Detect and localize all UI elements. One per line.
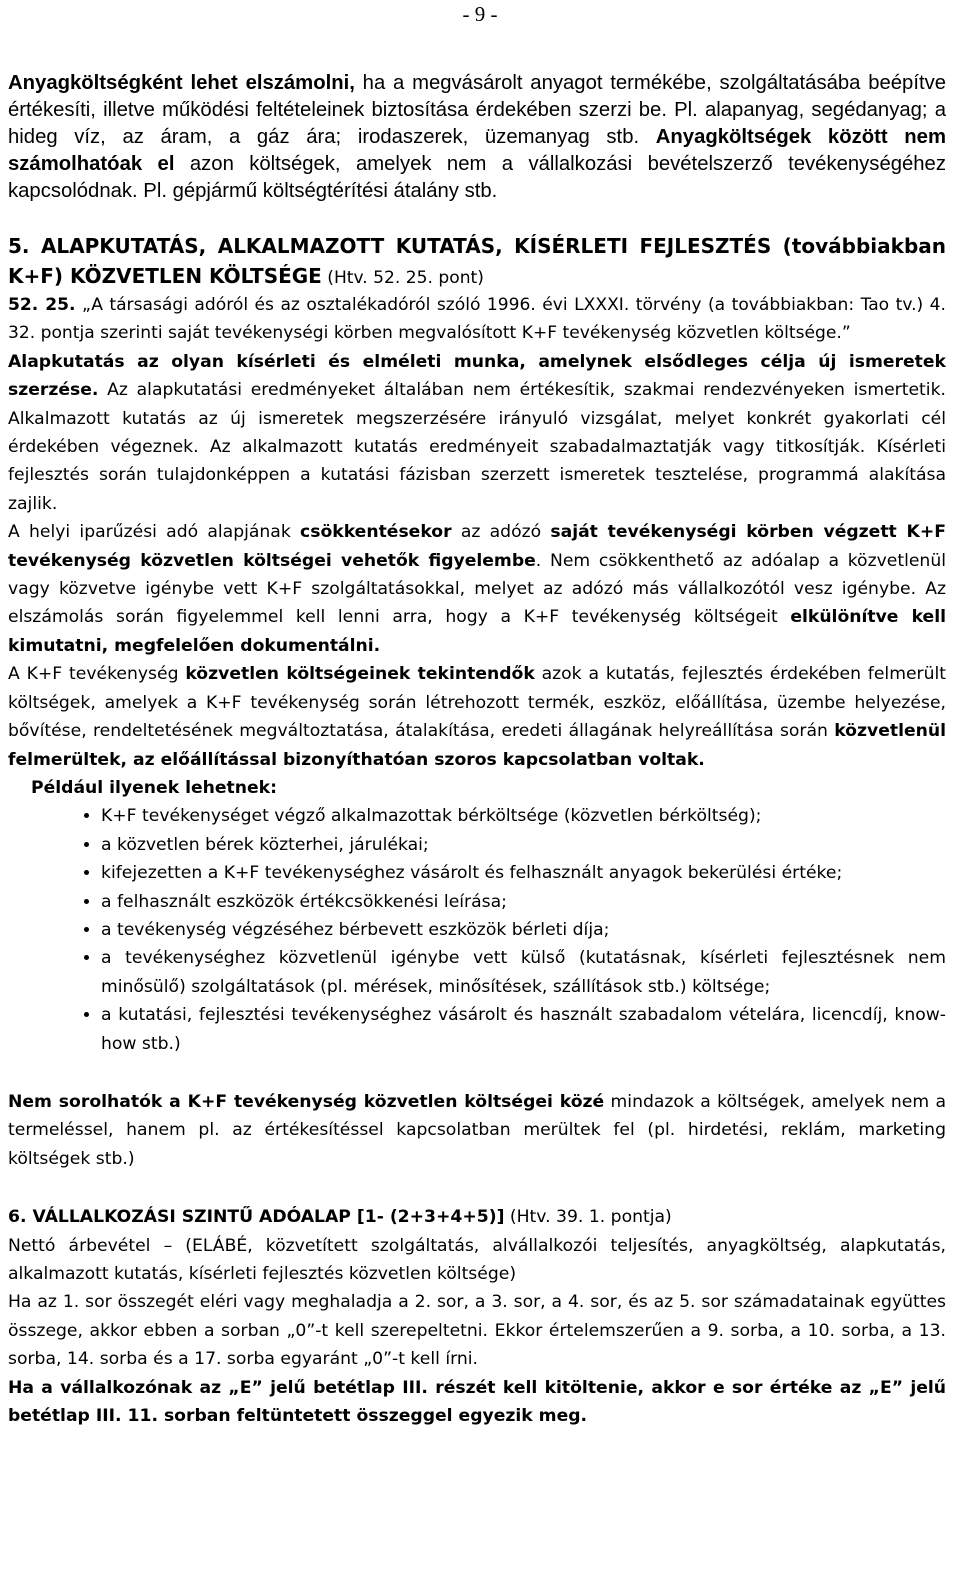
spacer (8, 1058, 946, 1088)
list-item: • kifejezetten a K+F tevékenységhez vásárolt és felhasznált anyagok bekerülési értéke; (101, 859, 946, 887)
section5-heading-ref: (Htv. 52. 25. pont) (321, 267, 484, 288)
ha-paragraph: Ha az 1. sor összegét eléri vagy meghaladja a 2. sor, a 3. sor, a 4. sor, és az 5. sor számadatainak együttes összege, akkor ebben a sorban „0”-t kell szerepeltetni. Ekkor értelemszerűen a 9. sorba, a 10. sorba, a 13. sorba, 14. sorba és a 17. sorba egyaránt „0”-t kell írni. (8, 1292, 946, 1370)
pelda-heading (8, 774, 946, 802)
helyi-paragraph (8, 518, 946, 660)
kozott-text: azon költségek, amelyek nem a vállalkozási bevételszerző tevékenységéhez kapcsolódnak. Pl. gépjármű költségtérítési átalány stb. (8, 153, 946, 202)
anyag-bold: Anyagköltségként lehet elszámolni, (8, 72, 355, 94)
list-item: • a kutatási, fejlesztési tevékenységhez vásárolt és használt szabadalom vételára, licencdíj, know-how stb.) (101, 1001, 946, 1058)
helyi-bold-1: csökkentésekor (300, 522, 452, 543)
alapkutatas-paragraph (8, 348, 946, 518)
page-content (8, 70, 946, 1430)
helyi-text-2: az adózó (451, 522, 551, 543)
list-item: • a tevékenység végzéséhez bérbevett eszközök bérleti díja; (101, 916, 946, 944)
section6-heading (8, 1203, 946, 1231)
tek-text-2: azok a kutatás, fejlesztés érdekében felmerült költségek, amelyek a K+F tevékenység során létrehozott termék, eszköz, előállítása, üzembe helyezése, bővítése, rendeltetésének megváltoztatása, átalakítása, eredeti állagának helyreállítása során (8, 664, 946, 742)
tek-bold-2: közvetlenül felmerültek, az előállítással bizonyíthatóan szoros kapcsolatban voltak. (8, 721, 946, 770)
tek-bold-1: közvetlen költségeinek tekintendők (185, 664, 535, 685)
list-item: • K+F tevékenységet végző alkalmazottak bérköltsége (közvetlen bérköltség); (101, 802, 946, 830)
tekintendok-paragraph (8, 660, 946, 774)
spacer (8, 205, 946, 233)
list-item: • a tevékenységhez közvetlenül igénybe vett külső (kutatásnak, kísérleti fejlesztésnek nem minősülő) szolgáltatások (pl. mérések, minősítések, szállítások stb.) költsége; (101, 944, 946, 1001)
pelda-heading-text: Például ilyenek lehetnek: (31, 777, 277, 798)
final-bold: Ha a vállalkozónak az „E” jelű betétlap III. részét kell kitöltenie, akkor e sor értéke az „E” jelű betétlap III. 11. sorban feltüntetett összeggel egyezik meg. (8, 1377, 946, 1427)
page-number: - 9 - (462, 2, 498, 26)
alap-bold: Alapkutatás az olyan kísérleti és elméleti munka, amelynek elsődleges célja új ismeretek szerzése. (8, 351, 946, 401)
anyag-text: ha a megvásárolt anyagot termékébe, szolgáltatásába beépítve értékesíti, illetve működési feltételeinek biztosítása érdekében szerzi be. Pl. alapanyag, segédanyag; a hideg víz, az áram, a gáz ára; irodaszerek, üzemanyag stb. (8, 72, 947, 148)
nem-bold: Nem sorolhatók a K+F tevékenység közvetlen költségei közé (8, 1091, 605, 1112)
final-paragraph (8, 1374, 946, 1431)
section5-ref-bold: 52. 25. (8, 295, 76, 316)
helyi-bold-3: elkülönítve kell kimutatni, megfelelően dokumentálni. (8, 607, 946, 656)
helyi-text-1: A helyi iparűzési adó alapjának (8, 522, 301, 543)
helyi-bold-2: saját tevékenységi körben végzett K+F tevékenység közvetlen költségei vehetők figyelembe (8, 522, 946, 571)
helyi-text-3: . Nem csökkenthető az adóalap a közvetlenül vagy közvetve igénybe vett K+F szolgáltatásokkal, melyet az adózó más vállalkozótól vesz igénybe. Az elszámolás során figyelemmel kell lenni arra, hogy a K+F tevékenység költségeit (8, 550, 946, 628)
intro-paragraph (8, 70, 946, 205)
nem-sorolhatok-paragraph (8, 1088, 946, 1173)
section6-heading-ref: (Htv. 39. 1. pontja) (504, 1207, 672, 1228)
section5-ref-text: „A társasági adóról és az osztalékadóról szóló 1996. évi LXXXI. törvény (a továbbiakban: Tao tv.) 4. 32. pontja szerinti saját tevékenységi körben megvalósított K+F tevékenység közvetlen költsége.” (8, 295, 946, 344)
section5-heading (8, 233, 946, 292)
section5-heading-bold: 5. ALAPKUTATÁS, ALKALMAZOTT KUTATÁS, KÍSÉRLETI FEJLESZTÉS (továbbiakban K+F) KÖZVETLEN KÖLTSÉGE (8, 234, 946, 288)
tek-text-1: A K+F tevékenység (8, 664, 186, 685)
nem-text: mindazok a költségek, amelyek nem a termeléssel, hanem pl. az értékesítéssel kapcsolatban merültek fel (pl. hirdetési, reklám, marketing költségek stb.) (8, 1091, 946, 1169)
alap-text: Az alapkutatási eredményeket általában nem értékesítik, szakmai rendezvényeken ismertetik. Alkalmazott kutatás az új ismeretek megszerzésére irányuló vizsgálat, melyet konkrét gyakorlati cél érdekében végeznek. Az alkalmazott kutatás eredményeit szabadalmaztatják vagy titkosítják. Kísérleti fejlesztés során tulajdonképpen a kutatási fázisban szerzett ismeretek tesztelése, programmá alakítása zajlik. (8, 380, 946, 514)
section6-heading-bold: 6. VÁLLALKOZÁSI SZINTŰ ADÓALAP [1- (2+3+4+5)] (8, 1207, 505, 1228)
section5-reference (8, 292, 946, 347)
list-item: • a felhasznált eszközök értékcsökkenési leírása; (101, 888, 946, 916)
spacer (8, 1173, 946, 1203)
cost-list (8, 802, 946, 1058)
kozott-bold: Anyagköltségek között nem számolhatóak el (8, 126, 946, 175)
list-item: • a közvetlen bérek közterhei, járulékai; (101, 831, 946, 859)
netto-paragraph: Nettó árbevétel – (ELÁBÉ, közvetített szolgáltatás, alvállalkozói teljesítés, anyagköltség, alapkutatás, alkalmazott kutatás, kísérleti fejlesztés közvetlen költsége) (8, 1235, 946, 1284)
section5-body (8, 348, 946, 1431)
